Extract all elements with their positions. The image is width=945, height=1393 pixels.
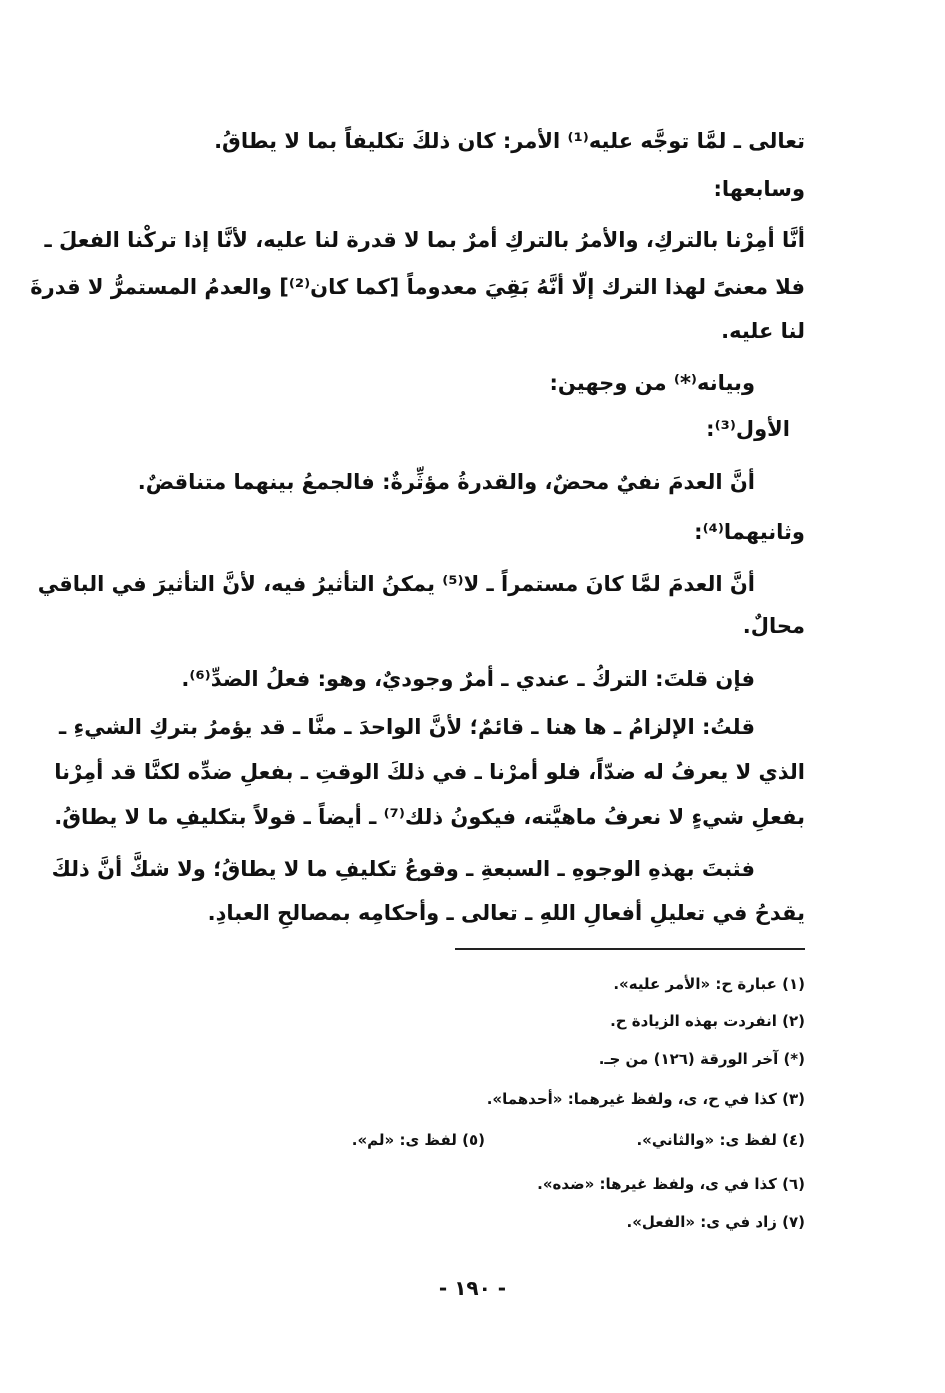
body-line-10: أنَّ العدمَ لمَّا كانَ مستمراً ـ لا⁽⁵⁾ يمكنُ التأثيرُ فيه، لأنَّ التأثيرَ في الباقي	[37, 572, 755, 596]
footnote-5: (٥) لفظ ى: «لم».	[351, 1131, 485, 1149]
body-line-14: الذي لا يعرفُ له ضدّاً، فلو أمرْنا ـ في ذلكَ الوقتِ ـ بفعلِ ضدِّه لكنَّا قد أمِرْنا	[54, 760, 805, 784]
footnote-7: (٧) زاد في ى: «الفعل».	[626, 1213, 805, 1231]
body-line-1: تعالى ـ لمَّا توجَّه عليه⁽¹⁾ الأمر: كان ذلكَ تكليفاً بما لا يطاقُ.	[214, 129, 805, 153]
subheading-first: الأول⁽³⁾:	[706, 417, 790, 441]
body-line-11: محالٌ.	[742, 614, 805, 638]
body-line-17: يقدحُ في تعليلِ أفعالِ اللهِ ـ تعالى ـ وأحكامِه بمصالحِ العبادِ.	[207, 901, 805, 925]
footnote-3: (٣) كذا في ح، ى، ولفظ غيرهما: «أحدهما».	[486, 1090, 805, 1108]
section-heading-seventh: وسابعها:	[713, 177, 805, 201]
footnote-4: (٤) لفظ ى: «والثاني».	[636, 1131, 805, 1149]
footnote-folio: (*) آخر الورقة (١٢٦) من جـ.	[598, 1050, 805, 1068]
body-line-3: أنَّا أمِرْنا بالتركِ، والأمرُ بالتركِ أمرٌ بما لا قدرة لنا عليه، لأنَّا إذا تركْنا الفعلَ ـ	[44, 228, 805, 252]
subheading-second: وثانيهما⁽⁴⁾:	[694, 520, 805, 544]
body-line-15: بفعلِ شيءٍ لا نعرفُ ماهيَّته، فيكونُ ذلك⁽⁷⁾ ـ أيضاً ـ قولاً بتكليفِ ما لا يطاقُ.	[54, 805, 805, 829]
footnote-1: (١) عبارة ح: «الأمر عليه».	[613, 975, 805, 993]
subheading-explanation: وبيانه⁽*⁾ من وجهين:	[549, 371, 755, 395]
footnote-2: (٢) انفردت بهذه الزيادة ح.	[610, 1012, 805, 1030]
body-line-4: فلا معنىً لهذا الترك إلّا أنَّهُ بَقِيَ معدوماً [كما كان⁽²⁾] والعدمُ المستمرُّ لا قدرةَ	[30, 275, 805, 299]
body-line-5: لنا عليه.	[721, 319, 805, 343]
body-line-16: فثبتَ بهذهِ الوجوهِ ـ السبعةِ ـ وقوعُ تكليفِ ما لا يطاقُ؛ ولا شكَّ أنَّ ذلكَ	[51, 857, 755, 881]
page-number: - ١٩٠ -	[438, 1276, 507, 1300]
body-line-8: أنَّ العدمَ نفيٌ محضٌ، والقدرةُ مؤثِّرةٌ: فالجمعُ بينهما متناقضٌ.	[137, 470, 755, 494]
body-line-13: قلتُ: الإلزامُ ـ ها هنا ـ قائمٌ؛ لأنَّ الواحدَ ـ منَّا ـ قد يؤمرُ بتركِ الشيءِ ـ	[59, 715, 755, 739]
body-line-12: فإن قلتَ: التركُ ـ عندي ـ أمرٌ وجوديٌ، وهو: فعلُ الضدِّ⁽⁶⁾.	[181, 667, 755, 691]
footnote-6: (٦) كذا في ى، ولفظ غيرها: «ضده».	[537, 1175, 805, 1193]
footnote-separator	[455, 948, 805, 950]
